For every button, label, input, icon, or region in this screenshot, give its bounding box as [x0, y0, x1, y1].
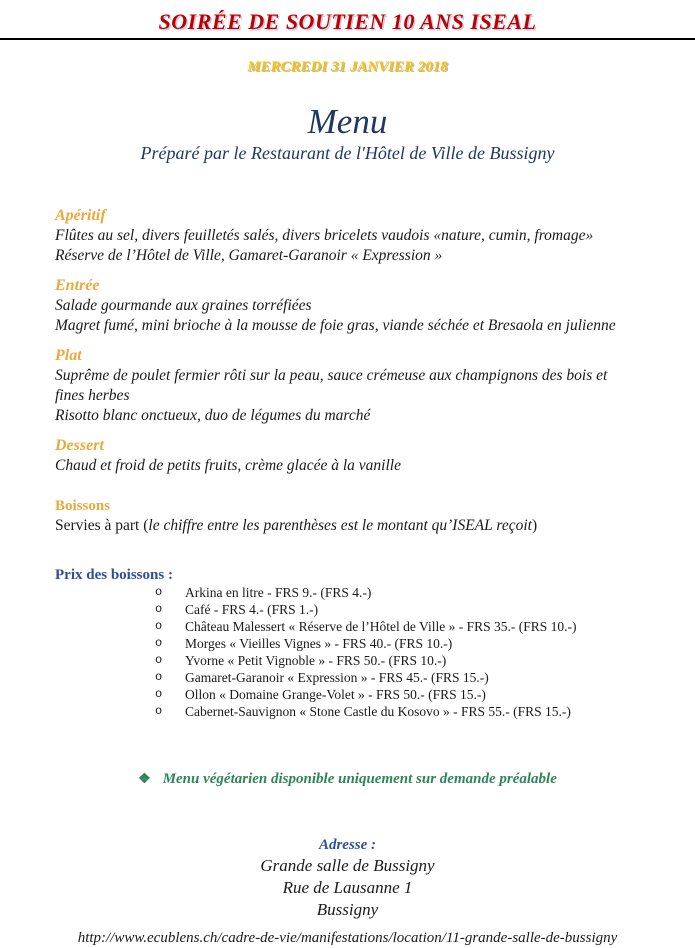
course-line: Magret fumé, mini brioche à la mousse de foie gras, viande séchée et Bresaola en julienne — [55, 317, 616, 334]
circle-bullet-icon: o — [155, 602, 163, 616]
menu-subtitle: Préparé par le Restaurant de l'Hôtel de Ville de Bussigny — [140, 143, 555, 163]
course-heading-aperitif: Apéritif — [55, 207, 106, 224]
address-line: Rue de Lausanne 1 — [282, 878, 413, 897]
circle-bullet-icon: o — [155, 687, 163, 701]
course-line: Suprême de poulet fermier rôti sur la peau, sauce crémeuse aux champignons des bois et fines herbes — [55, 367, 608, 404]
price-item — [55, 652, 640, 669]
price-item-text: Cabernet-Sauvignon « Stone Castle du Kosovo » - FRS 55.- (FRS 15.-) — [185, 704, 571, 719]
circle-bullet-icon: o — [155, 619, 163, 633]
circle-bullet-icon: o — [155, 585, 163, 599]
title-divider — [0, 38, 695, 40]
circle-bullet-icon: o — [155, 704, 163, 718]
course-dessert — [55, 436, 640, 476]
venue-url: http://www.ecublens.ch/cadre-de-vie/manifestations/location/11-grande-salle-de-bussigny — [77, 930, 618, 946]
price-item-text: Café - FRS 4.- (FRS 1.-) — [185, 602, 319, 617]
price-list — [55, 584, 640, 720]
price-item — [55, 618, 640, 635]
boissons-section — [55, 496, 640, 536]
served-suffix: ) — [531, 517, 538, 534]
circle-bullet-icon: o — [155, 636, 163, 650]
circle-bullet-icon: o — [155, 670, 163, 684]
menu-body — [0, 206, 695, 720]
address-line: Grande salle de Bussigny — [260, 856, 435, 875]
price-item-text: Ollon « Domaine Grange-Volet » - FRS 50.- (FRS 15.-) — [185, 687, 486, 702]
menu-title: Menu — [307, 102, 388, 141]
course-line: Flûtes au sel, divers feuilletés salés, divers bricelets vaudois «nature, cumin, fromage» — [55, 227, 594, 244]
price-item — [55, 686, 640, 703]
prices-heading: Prix des boissons : — [55, 567, 173, 583]
price-item-text: Gamaret-Garanoir « Expression » - FRS 45.- (FRS 15.-) — [185, 670, 489, 685]
event-date: MERCREDI 31 JANVIER 2018 — [247, 59, 448, 75]
event-title: SOIRÉE DE SOUTIEN 10 ANS ISEAL — [158, 9, 537, 34]
address-block — [0, 835, 695, 921]
course-aperitif — [55, 206, 640, 266]
price-item — [55, 601, 640, 618]
course-line: Risotto blanc onctueux, duo de légumes du marché — [55, 407, 371, 424]
price-item-text: Morges « Vieilles Vignes » - FRS 40.- (FRS 10.-) — [185, 636, 453, 651]
prices-section — [55, 566, 640, 720]
price-item — [55, 703, 640, 720]
course-plat — [55, 346, 640, 426]
price-item — [55, 635, 640, 652]
diamond-bullet-icon: ❖ — [138, 772, 151, 787]
boissons-heading: Boissons — [55, 498, 111, 514]
circle-bullet-icon: o — [155, 653, 163, 667]
price-item-text: Arkina en litre - FRS 9.- (FRS 4.-) — [185, 585, 372, 600]
address-heading: Adresse : — [318, 837, 377, 853]
course-heading-dessert: Dessert — [55, 437, 104, 454]
served-note: le chiffre entre les parenthèses est le montant qu’ISEAL reçoit — [148, 517, 532, 534]
price-item-text: Yvorne « Petit Vignoble » - FRS 50.- (FRS 10.-) — [185, 653, 447, 668]
address-line: Bussigny — [316, 900, 379, 919]
vegetarian-note — [0, 770, 695, 789]
course-heading-entree: Entrée — [55, 277, 100, 294]
course-line: Salade gourmande aux graines torréfiées — [55, 297, 312, 314]
served-prefix: Servies à part ( — [55, 517, 149, 534]
boissons-served-line — [55, 516, 640, 536]
vegetarian-note-text: Menu végétarien disponible uniquement sur demande préalable — [162, 771, 557, 787]
price-item — [55, 669, 640, 686]
course-entree — [55, 276, 640, 336]
price-item — [55, 584, 640, 601]
course-line: Réserve de l’Hôtel de Ville, Gamaret-Garanoir « Expression » — [55, 247, 443, 264]
course-line: Chaud et froid de petits fruits, crème glacée à la vanille — [55, 457, 401, 474]
course-heading-plat: Plat — [55, 347, 82, 364]
price-item-text: Château Malessert « Réserve de l’Hôtel de Ville » - FRS 35.- (FRS 10.-) — [185, 619, 577, 634]
